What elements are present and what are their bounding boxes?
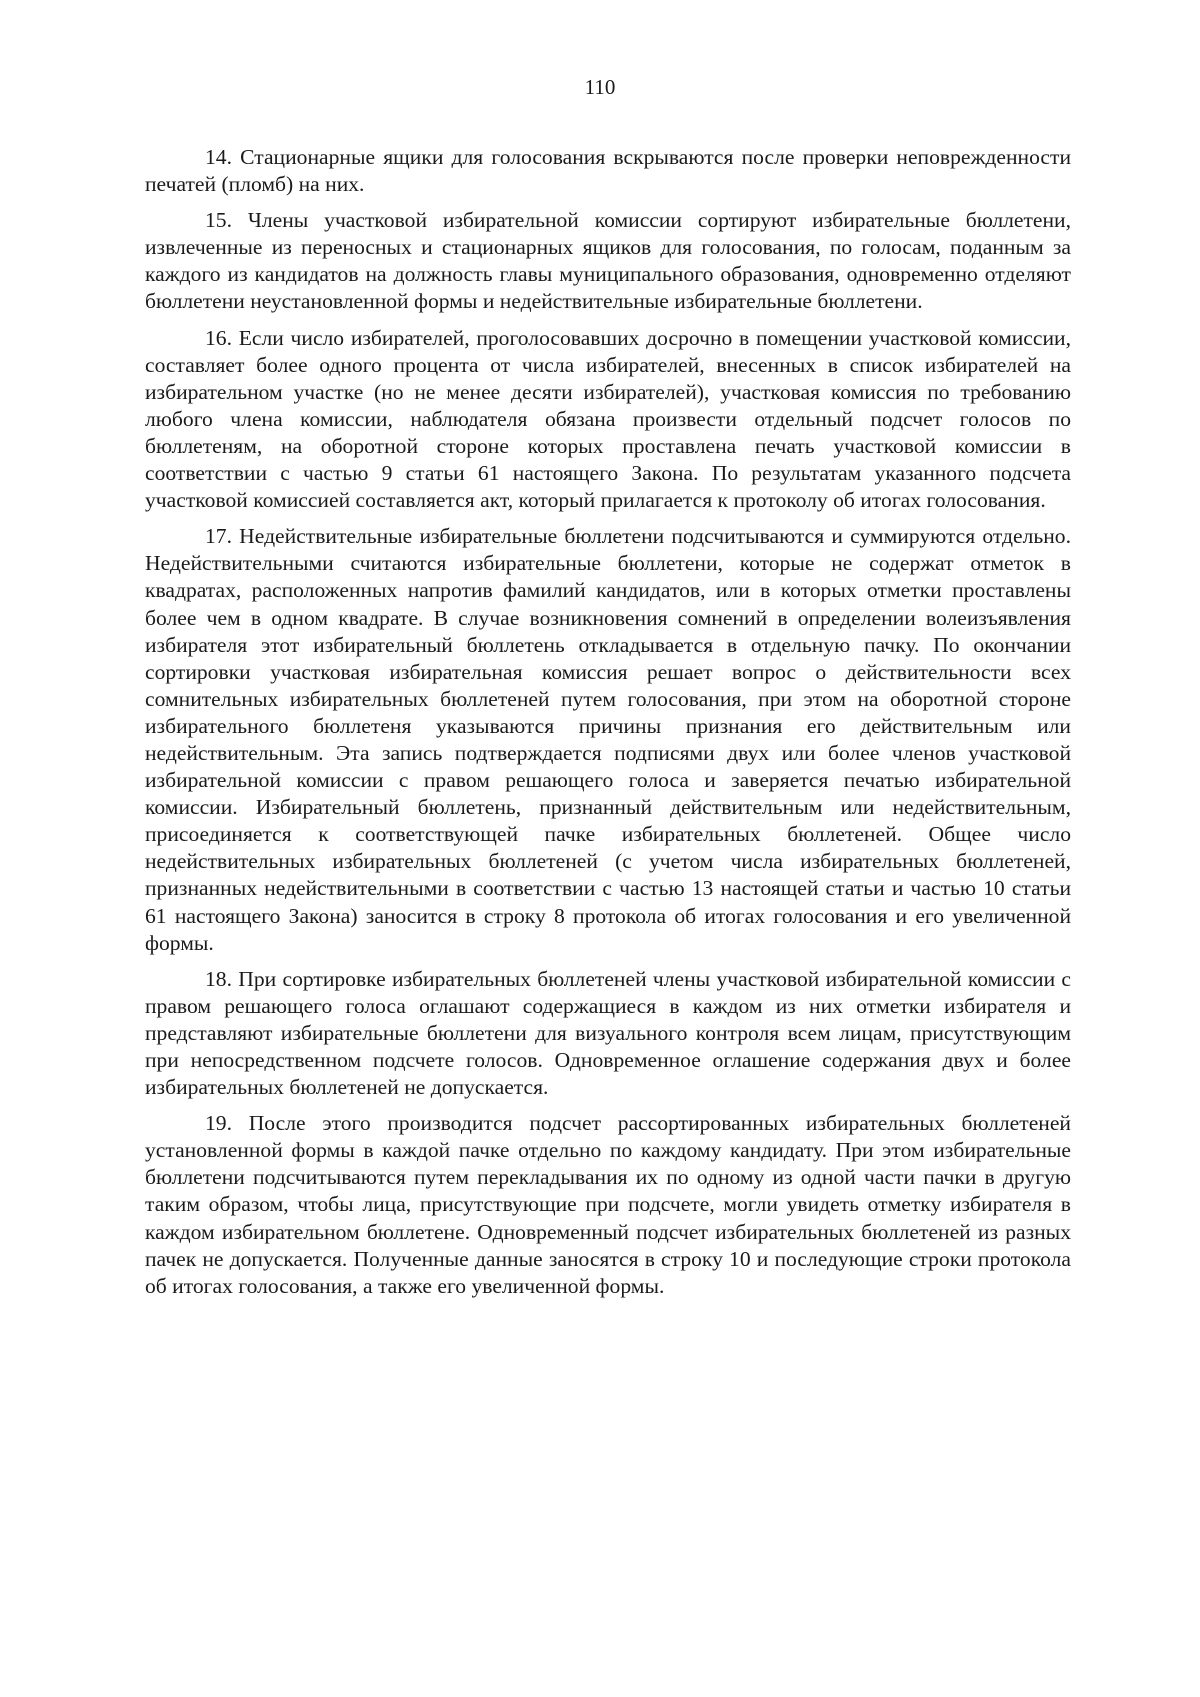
paragraph-19: 19. После этого производится подсчет рассортированных избирательных бюллетеней установленной формы в каждой пачке отдельно по каждому кандидату. При этом избирательные бюллетени подсчитываются путем перекладывания их по одному из одной части пачки в другую таким образом, чтобы лица, присутствующие при подсчете, могли увидеть отметку избирателя в каждом избирательном бюллетене. Одновременный подсчет избирательных бюллетеней из разных пачек не допускается. Полученные данные заносятся в строку 10 и последующие строки протокола об итогах голосования, а также его увеличенной формы.	[145, 1111, 1071, 1298]
paragraph-18: 18. При сортировке избирательных бюллетеней члены участковой избирательной комиссии с правом решающего голоса оглашают содержащиеся в каждом из них отметки избирателя и представляют избирательные бюллетени для визуального контроля всем лицам, присутствующим при непосредственном подсчете голосов. Одновременное оглашение содержания двух и более избирательных бюллетеней не допускается.	[145, 966, 1071, 1100]
document-body	[145, 144, 1071, 1309]
paragraph-14: 14. Стационарные ящики для голосования вскрываются после проверки неповрежденности печатей (пломб) на них.	[145, 145, 1071, 197]
paragraph-16: 16. Если число избирателей, проголосовавших досрочно в помещении участковой комиссии, составляет более одного процента от числа избирателей, внесенных в список избирателей на избирательном участке (но не менее десяти избирателей), участковая комиссия по требованию любого члена комиссии, наблюдателя обязана произвести отдельный подсчет голосов по бюллетеням, на оборотной стороне которых проставлена печать участковой комиссии в соответствии с частью 9 статьи 61 настоящего Закона. По результатам указанного подсчета участковой комиссией составляется акт, который прилагается к протоколу об итогах голосования.	[145, 325, 1071, 513]
page-number: 110	[584, 75, 616, 99]
paragraph-15: 15. Члены участковой избирательной комиссии сортируют избирательные бюллетени, извлеченные из переносных и стационарных ящиков для голосования, по голосам, поданным за каждого из кандидатов на должность главы муниципального образования, одновременно отделяют бюллетени неустановленной формы и недействительные избирательные бюллетени.	[145, 208, 1071, 314]
paragraph-17: 17. Недействительные избирательные бюллетени подсчитываются и суммируются отдельно. Недействительными считаются избирательные бюллетени, которые не содержат отметок в квадратах, расположенных напротив фамилий кандидатов, или в которых отметки проставлены более чем в одном квадрате. В случае возникновения сомнений в определении волеизъявления избирателя этот избирательный бюллетень откладывается в отдельную пачку. По окончании сортировки участковая избирательная комиссия решает вопрос о действительности всех сомнительных избирательных бюллетеней путем голосования, при этом на оборотной стороне избирательного бюллетеня указываются причины признания его действительным или недействительным. Эта запись подтверждается подписями двух или более членов участковой избирательной комиссии с правом решающего голоса и заверяется печатью избирательной комиссии. Избирательный бюллетень, признанный действительным или недействительным, присоединяется к соответствующей пачке избирательных бюллетеней. Общее число недействительных избирательных бюллетеней (с учетом числа избирательных бюллетеней, признанных недействительными в соответствии с частью 13 настоящей статьи и частью 10 статьи 61 настоящего Закона) заносится в строку 8 протокола об итогах голосования и его увеличенной формы.	[145, 524, 1071, 955]
